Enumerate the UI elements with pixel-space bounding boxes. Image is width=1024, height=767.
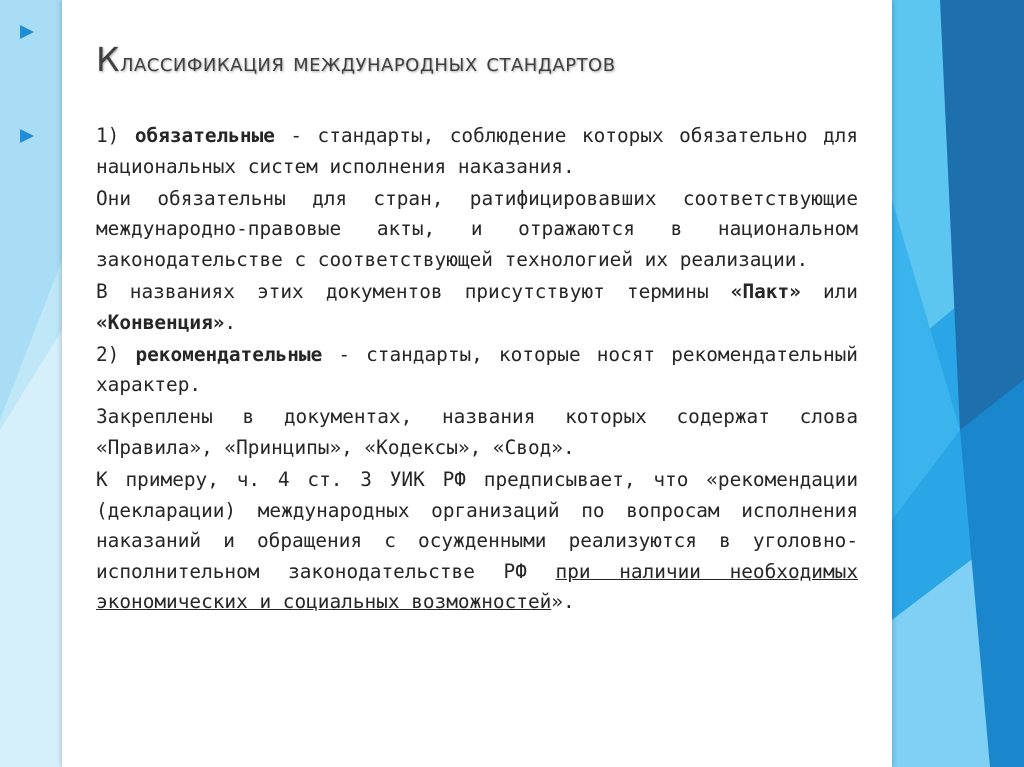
paragraph-text: В названиях этих документов присутствуют термины — [96, 279, 731, 303]
paragraph-text: - стандарты, которые носят рекомендательный характер. — [96, 342, 858, 397]
paragraph-text: - стандарты, соблюдение которых обязательно для национальных систем исполнения наказания. — [96, 124, 858, 178]
underlined-quote: при наличии необходимых экономических и социальных возможностей — [96, 559, 858, 614]
paragraph-terms — [96, 277, 858, 338]
paragraph-recommended — [96, 340, 858, 401]
title-rest: лассификация международных стандартов — [119, 48, 616, 78]
term-pact: «Пакт» — [730, 279, 801, 303]
paragraph-documents: Закреплены в документах, названия которых содержат слова «Правила», «Принципы», «Кодексы», «Свод». — [96, 405, 858, 459]
list-number: 2) — [96, 342, 120, 366]
paragraph-mandatory — [96, 121, 858, 182]
slide-content — [96, 121, 858, 620]
slide-title — [96, 40, 856, 79]
paragraph-text: К примеру, ч. 4 ст. 3 УИК РФ предписывает, что «рекомендации (декларации) международных организаций по вопросам исполнения наказаний и обращения с осужденными реализуются в уголовно-исполнительном законодательстве РФ — [96, 468, 858, 583]
title-first-letter: К — [96, 40, 120, 79]
paragraph-text: ». — [551, 590, 575, 614]
paragraph-text: или — [800, 279, 858, 303]
term-mandatory: обязательные — [134, 124, 275, 147]
list-number: 1) — [96, 124, 120, 147]
paragraph-text: . — [224, 310, 237, 334]
paragraph-example — [96, 465, 858, 618]
paragraph-ratified: Они обязательны для стран, ратифицировавших соответствующие международно-правовые акты, и отражаются в национальном законодательстве с соответствующей технологией их реализации. — [96, 186, 858, 271]
term-recommended: рекомендательные — [135, 342, 323, 366]
term-convention: «Конвенция» — [96, 310, 225, 334]
